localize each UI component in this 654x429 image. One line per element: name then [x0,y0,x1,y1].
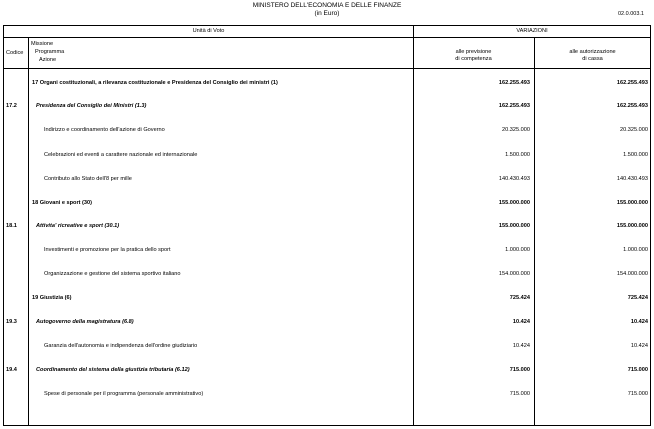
row-description: Autogoverno della magistratura (6.8) [36,319,134,325]
col-competenza-header-1: alle previsione [455,49,492,55]
row-description: Attivita' ricreative e sport (30.1) [36,223,120,229]
row-cassa-value: 10.424 [630,343,648,349]
row-competenza-value: 715.000 [509,391,530,397]
unit-header: Unità di Voto [192,28,225,34]
row-cassa-value: 1.000.000 [623,247,648,253]
col-action-header: Azione [39,57,57,63]
row-description: 17 Organi costituzionali, a rilevanza costituzionale e Presidenza del Consiglio dei ministri (1) [32,80,278,86]
row-description: Contributo allo Stato dell'8 per mille [44,176,132,182]
row-cassa-value: 715.000 [627,367,648,373]
variations-header: VARIAZIONI [516,28,548,34]
col-program-header: Programma [35,49,65,55]
col-mission-header: Missione [31,41,54,47]
row-cassa-value: 155.000.000 [616,200,648,206]
ministry-title: MINISTERO DELL'ECONOMIA E DELLE FINANZE [252,2,402,9]
row-competenza-value: 10.424 [512,343,530,349]
row-cassa-value: 140.430.493 [616,176,648,182]
row-description: Presidenza del Consiglio dei Ministri (1.3) [36,103,147,109]
row-description: Coordinamento del sistema della giustizia tributaria (6.12) [36,367,190,373]
col-code-header: Codice [6,50,24,56]
row-code: 19.3 [6,319,17,325]
row-cassa-value: 154.000.000 [616,271,648,277]
row-description: 19 Giustizia (6) [32,295,72,301]
row-competenza-value: 20.325.000 [502,127,530,133]
row-competenza-value: 10.424 [512,319,530,325]
row-competenza-value: 715.000 [509,367,530,373]
col-cassa-header-2: di cassa [582,56,603,62]
row-cassa-value: 10.424 [630,319,648,325]
currency-note: (in Euro) [314,10,340,17]
row-description: Organizzazione e gestione del sistema sportivo italiano [44,271,181,277]
row-code: 18.1 [6,223,17,229]
row-cassa-value: 155.000.000 [616,223,648,229]
row-cassa-value: 20.325.000 [620,127,648,133]
row-cassa-value: 725.424 [627,295,648,301]
row-description: Investimenti e promozione per la pratica dello sport [44,247,171,253]
row-description: 18 Giovani e sport (30) [32,200,92,206]
row-competenza-value: 155.000.000 [498,223,530,229]
row-competenza-value: 155.000.000 [498,200,530,206]
row-description: Spese di personale per il programma (personale amministrativo) [44,391,204,397]
col-competenza-header-2: di competenza [455,56,492,62]
row-description: Celebrazioni ed eventi a carattere nazionale ed internazionale [44,152,198,158]
document-code: 02.0.003.1 [618,11,644,17]
row-cassa-value: 162.255.493 [616,80,648,86]
row-competenza-value: 1.000.000 [505,247,530,253]
row-competenza-value: 725.424 [509,295,530,301]
row-competenza-value: 162.255.493 [498,80,530,86]
row-code: 19.4 [6,367,17,373]
row-code: 17.2 [6,103,17,109]
budget-table [3,25,651,426]
row-competenza-value: 1.500.000 [505,152,530,158]
row-competenza-value: 154.000.000 [498,271,530,277]
row-description: Indirizzo e coordinamento dell'azione di Governo [44,127,165,133]
row-description: Garanzia dell'autonomia e indipendenza dell'ordine giudiziario [44,343,198,349]
row-cassa-value: 162.255.493 [616,103,648,109]
col-cassa-header-1: alle autorizzazione [569,49,616,55]
row-cassa-value: 715.000 [627,391,648,397]
row-competenza-value: 140.430.493 [498,176,530,182]
row-competenza-value: 162.255.493 [498,103,530,109]
row-cassa-value: 1.500.000 [623,152,648,158]
